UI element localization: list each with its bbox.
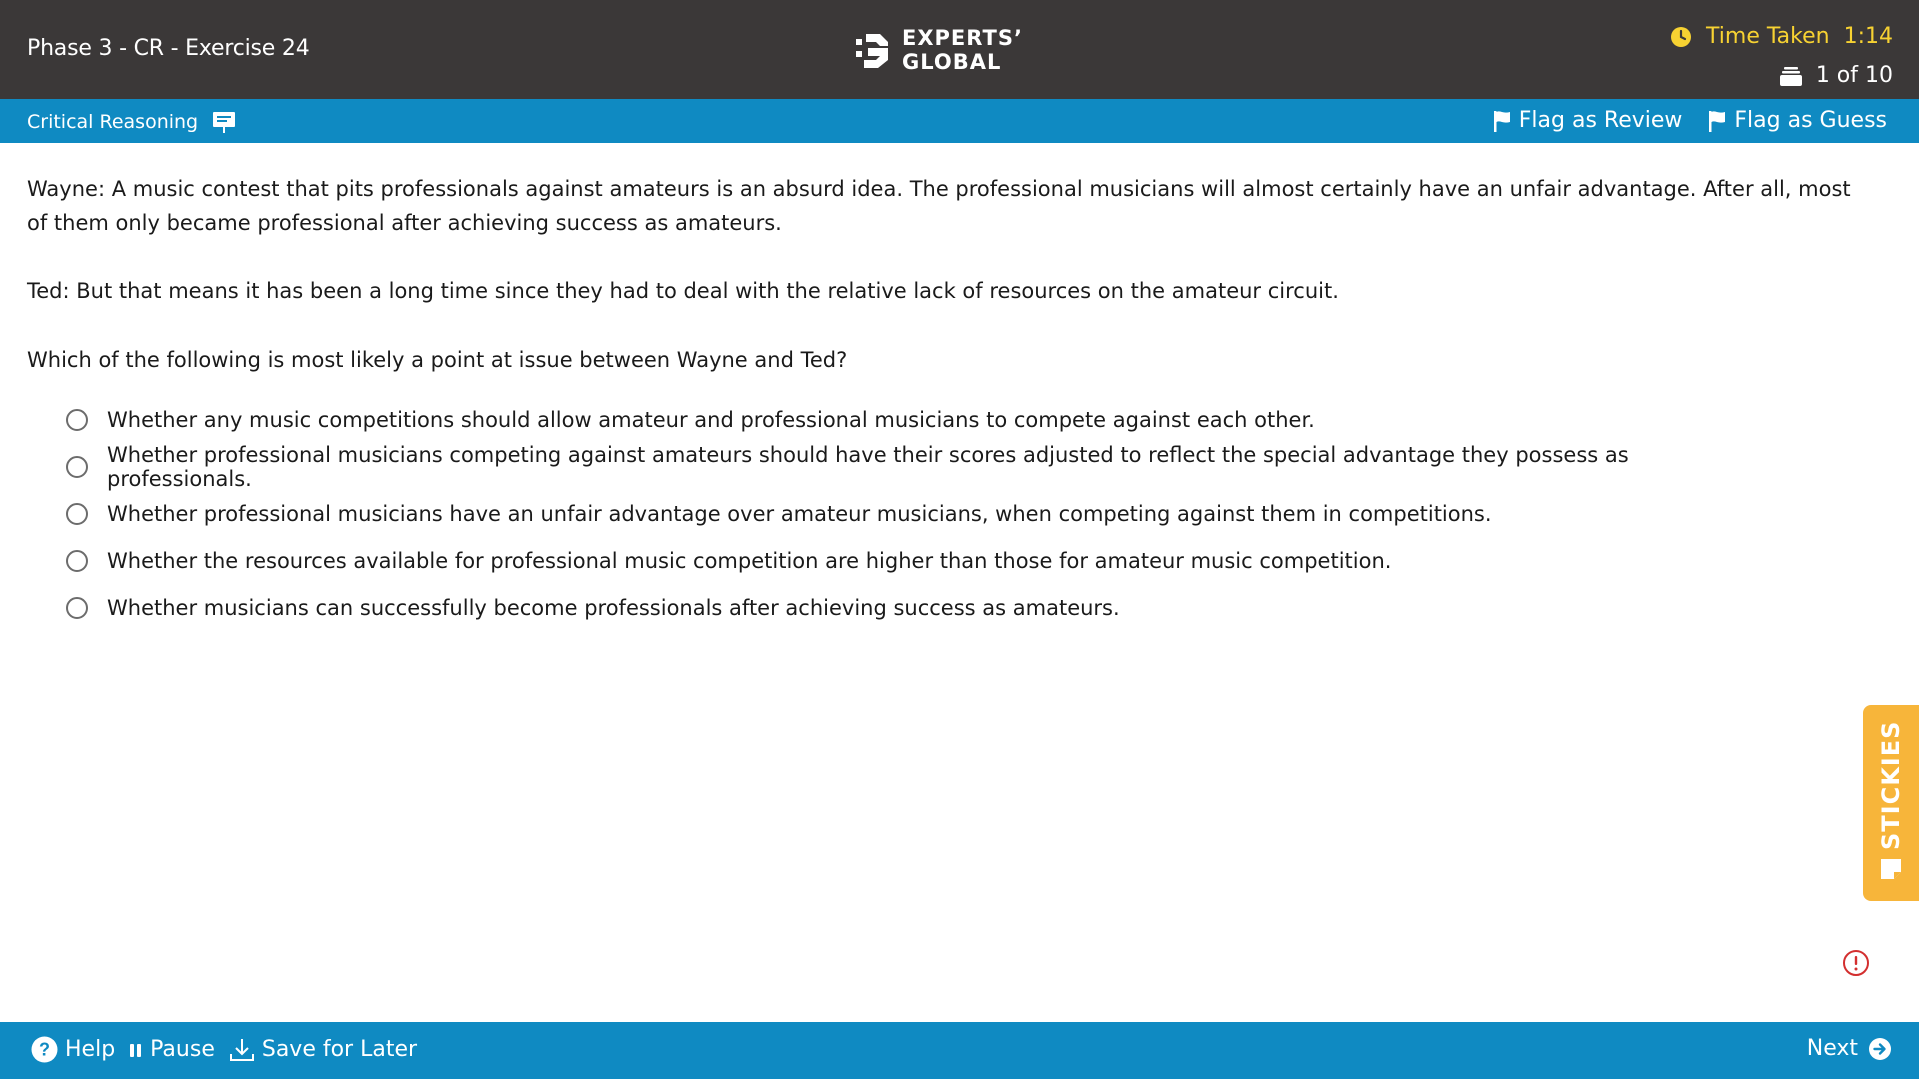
next-label: Next (1806, 1036, 1858, 1061)
flag-as-guess-button[interactable] (1708, 108, 1887, 133)
answer-option-text: Whether professional musicians have an unfair advantage over amateur musicians, when competing against them in competitions. (107, 501, 1492, 526)
answer-option-a[interactable] (66, 396, 1766, 443)
answer-option-text: Whether professional musicians competing against amateurs should have their scores adjusted to reflect the special advantage they possess as professionals. (107, 442, 1629, 491)
flag-icon (1493, 110, 1511, 132)
progress-text: 1 of 10 (1815, 63, 1893, 88)
experts-global-logo (854, 25, 1023, 75)
timer-value: 1:14 (1843, 24, 1893, 49)
sticky-note-icon (1878, 856, 1904, 882)
section-name (27, 110, 236, 134)
question-passage (27, 172, 1867, 377)
download-icon (229, 1037, 255, 1063)
question-progress (1780, 63, 1893, 88)
answer-option-text: Whether any music competitions should allow amateur and professional musicians to compete against each other. (107, 407, 1315, 432)
time-taken (1670, 24, 1893, 49)
save-for-later-label: Save for Later (261, 1037, 418, 1062)
pause-button[interactable] (129, 1037, 215, 1062)
help-button[interactable] (31, 1036, 115, 1063)
pause-label: Pause (150, 1037, 215, 1062)
svg-text:?: ? (39, 1039, 50, 1060)
report-issue-icon[interactable] (1842, 949, 1870, 977)
passage-paragraph-wayne: Wayne: A music contest that pits professionals against amateurs is an absurd idea. The professional musicians will almost certainly have an unfair advantage. After all, most of them only became professional after achieving success as amateurs. (27, 177, 1851, 235)
bottom-left-controls (31, 1036, 417, 1063)
help-icon (31, 1036, 58, 1063)
radio-button[interactable] (66, 503, 88, 525)
presentation-board-icon (212, 110, 236, 134)
clock-icon (1670, 26, 1692, 48)
timer-label: Time Taken (1706, 24, 1830, 49)
question-stack-icon (1780, 66, 1802, 86)
top-header (0, 0, 1919, 99)
question-stem: Which of the following is most likely a point at issue between Wayne and Ted? (27, 348, 848, 372)
answer-option-d[interactable] (66, 537, 1766, 584)
save-for-later-button[interactable] (229, 1037, 417, 1063)
answer-option-text: Whether musicians can successfully become professionals after achieving success as amateurs. (107, 595, 1120, 620)
flag-as-review-label: Flag as Review (1518, 108, 1683, 133)
radio-button[interactable] (66, 550, 88, 572)
answer-option-text: Whether the resources available for professional music competition are higher than those for amateur music competition. (107, 548, 1392, 573)
radio-button[interactable] (66, 409, 88, 431)
answer-option-e[interactable] (66, 584, 1766, 631)
help-label: Help (65, 1037, 116, 1062)
flag-controls (1493, 108, 1887, 133)
pause-icon (129, 1042, 143, 1058)
flag-as-review-button[interactable] (1493, 108, 1683, 133)
logo-mark-icon (854, 30, 892, 70)
passage-paragraph-ted: Ted: But that means it has been a long time since they had to deal with the relative lack of resources on the amateur circuit. (27, 279, 1339, 303)
section-bar (0, 99, 1919, 143)
answer-option-c[interactable] (66, 490, 1766, 537)
section-name-label: Critical Reasoning (27, 111, 199, 133)
stickies-label: STICKIES (1877, 720, 1905, 850)
flag-as-guess-label: Flag as Guess (1734, 108, 1887, 133)
logo-line-2: GLOBAL (902, 50, 1002, 74)
radio-button[interactable] (66, 597, 88, 619)
answer-options (66, 396, 1766, 631)
arrow-right-circle-icon (1868, 1037, 1892, 1061)
radio-button[interactable] (66, 456, 88, 478)
stickies-tab[interactable] (1863, 705, 1919, 901)
logo-line-1: EXPERTS’ (902, 26, 1023, 50)
answer-option-b[interactable] (66, 443, 1766, 490)
next-button[interactable] (1807, 1036, 1892, 1061)
bottom-toolbar (0, 1022, 1919, 1079)
flag-icon (1708, 110, 1726, 132)
logo-text (902, 26, 1023, 74)
exercise-title: Phase 3 - CR - Exercise 24 (27, 36, 310, 61)
